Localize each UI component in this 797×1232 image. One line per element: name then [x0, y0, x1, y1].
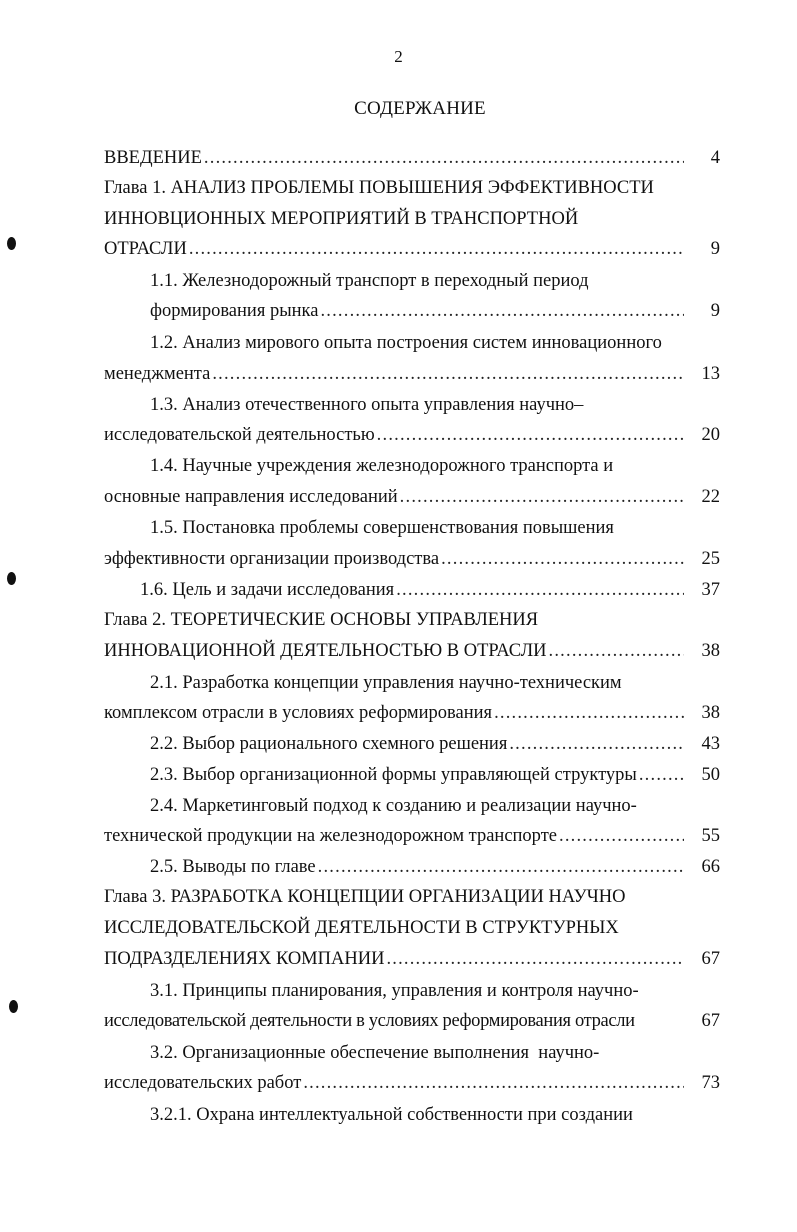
toc-chapter-1-title [104, 204, 720, 234]
toc-entry-page: 66 [701, 857, 720, 877]
toc-entry-text: 2.3. Выбор организационной формы управляющей структуры [150, 765, 637, 785]
toc-entry-text: ПОДРАЗДЕЛЕНИЯХ КОМПАНИИ [104, 949, 385, 969]
toc-leader-dots [509, 729, 684, 759]
toc-leader-dots [549, 636, 684, 666]
toc-entry-text: технической продукции на железнодорожном транспорте [104, 826, 557, 846]
toc-section-2-3 [104, 760, 720, 790]
toc-leader-dots [396, 575, 684, 605]
toc-entry-page: 37 [701, 580, 720, 600]
toc-entry-page: 13 [701, 364, 720, 384]
toc-entry-text: менеджмента [104, 364, 211, 384]
toc-entry-text: основные направления исследований [104, 487, 398, 507]
toc-entry-text: 3.1. Принципы планирования, управления и контроля научно- [150, 981, 639, 1001]
toc-section-3-2 [104, 1038, 720, 1068]
toc-entry-text: 1.5. Постановка проблемы совершенствования повышения [150, 518, 614, 538]
toc-section-2-4-end [104, 821, 720, 851]
toc-entry-page: 9 [710, 239, 720, 259]
toc-entry-page: 73 [701, 1073, 720, 1093]
toc-entry-page: 67 [701, 949, 720, 969]
toc-entry-text: 2.1. Разработка концепции управления научно-техническим [150, 673, 622, 693]
toc-entry-page: 38 [701, 641, 720, 661]
toc-section-1-1-end [104, 296, 720, 326]
toc-entry-page: 43 [701, 734, 720, 754]
toc-entry-page: 22 [701, 487, 720, 507]
toc-entry-text: комплексом отрасли в условиях реформирования [104, 703, 493, 723]
toc-leader-dots [204, 143, 684, 173]
toc-section-3-2-1 [104, 1100, 720, 1130]
toc-section-1-2 [104, 328, 720, 358]
toc-entry-text: ИННОВЦИОННЫХ МЕРОПРИЯТИЙ В ТРАНСПОРТНОЙ [104, 209, 579, 229]
toc-section-2-4 [104, 791, 720, 821]
toc-entry-page: 25 [701, 549, 720, 569]
binding-hole-mark [7, 237, 16, 250]
toc-entry-text: Глава 1. АНАЛИЗ ПРОБЛЕМЫ ПОВЫШЕНИЯ ЭФФЕКТИВНОСТИ [104, 178, 654, 198]
toc-leader-dots [559, 821, 684, 851]
toc-leader-dots [189, 234, 684, 264]
toc-section-2-5 [104, 852, 720, 882]
toc-entry-text: 2.4. Маркетинговый подход к созданию и реализации научно- [150, 796, 637, 816]
toc-section-2-2 [104, 729, 720, 759]
toc-section-1-5-end [104, 544, 720, 574]
binding-hole-mark [9, 1000, 18, 1013]
toc-section-1-2-end [104, 359, 720, 389]
toc-section-3-1 [104, 976, 720, 1006]
toc-entry-text: ОТРАСЛИ [104, 239, 187, 259]
toc-entry-text: формирования рынка [150, 301, 319, 321]
toc-entry-text: 3.2.1. Охрана интеллектуальной собственности при создании [150, 1105, 633, 1125]
toc-chapter-2-title [104, 605, 720, 635]
toc-entry-text: исследовательских работ [104, 1073, 302, 1093]
toc-section-1-1 [104, 266, 720, 296]
toc-entry-text: Глава 2. ТЕОРЕТИЧЕСКИЕ ОСНОВЫ УПРАВЛЕНИЯ [104, 610, 539, 630]
toc-section-2-1 [104, 668, 720, 698]
toc-chapter-1-title [104, 173, 720, 203]
toc-entry-text: 2.2. Выбор рационального схемного решения [150, 734, 508, 754]
toc-entry-text: 1.2. Анализ мирового опыта построения систем инновационного [150, 333, 662, 353]
toc-section-3-2-end [104, 1068, 720, 1098]
toc-leader-dots [377, 420, 684, 450]
toc-leader-dots [639, 760, 684, 790]
toc-entry-text: 1.6. Цель и задачи исследования [140, 580, 395, 600]
toc-section-2-1-end [104, 698, 720, 728]
toc-chapter-3-title [104, 913, 720, 943]
toc-section-1-5 [104, 513, 720, 543]
toc-entry-text: ИССЛЕДОВАТЕЛЬСКОЙ ДЕЯТЕЛЬНОСТИ В СТРУКТУРНЫХ [104, 918, 619, 938]
toc-leader-dots [212, 359, 684, 389]
toc-section-1-3-end [104, 420, 720, 450]
toc-entry-page: 50 [701, 765, 720, 785]
toc-leader-dots [303, 1068, 684, 1098]
toc-leader-dots [494, 698, 684, 728]
toc-entry-text: 2.5. Выводы по главе [150, 857, 316, 877]
toc-entry-text: ВВЕДЕНИЕ [104, 148, 202, 168]
toc-entry-text: 1.3. Анализ отечественного опыта управления научно– [150, 395, 584, 415]
toc-chapter-3-title-end [104, 944, 720, 974]
toc-chapter-1-title-end [104, 234, 720, 264]
toc-entry-text: ИННОВАЦИОННОЙ ДЕЯТЕЛЬНОСТЬЮ В ОТРАСЛИ [104, 641, 547, 661]
page-number: 2 [394, 47, 403, 66]
toc-entry-text: исследовательской деятельностью [104, 425, 375, 445]
toc-entry-text: 1.1. Железнодорожный транспорт в переходный период [150, 271, 589, 291]
toc-chapter-3-title [104, 882, 720, 912]
toc-title: СОДЕРЖАНИЕ [354, 98, 486, 119]
toc-leader-dots [400, 482, 684, 512]
toc-entry-text: Глава 3. РАЗРАБОТКА КОНЦЕПЦИИ ОРГАНИЗАЦИИ НАУЧНО [104, 887, 626, 907]
binding-hole-mark [7, 572, 16, 585]
toc-section-1-6 [104, 575, 720, 605]
toc-entry-text: 1.4. Научные учреждения железнодорожного транспорта и [150, 456, 614, 476]
toc-section-1-4 [104, 451, 720, 481]
toc-entry-text: эффективности организации производства [104, 549, 440, 569]
toc-entry-page: 38 [701, 703, 720, 723]
toc-entry-page: 67 [701, 1011, 720, 1031]
toc-entry-text: 3.2. Организационные обеспечение выполнения научно- [150, 1043, 600, 1063]
toc-entry-text: исследовательской деятельности в условиях реформирования отрасли [104, 1011, 635, 1031]
toc-section-1-3 [104, 390, 720, 420]
toc-leader-dots [320, 296, 684, 326]
toc-chapter-2-title-end [104, 636, 720, 666]
toc-leader-dots [441, 544, 684, 574]
toc-entry-page: 55 [701, 826, 720, 846]
toc-leader-dots [318, 852, 684, 882]
toc-entry-introduction [104, 143, 720, 173]
toc-section-3-1-end [104, 1006, 720, 1036]
toc-leader-dots [386, 944, 684, 974]
toc-entry-page: 9 [710, 301, 720, 321]
toc-section-1-4-end [104, 482, 720, 512]
toc-entry-page: 20 [701, 425, 720, 445]
toc-entry-page: 4 [710, 148, 720, 168]
